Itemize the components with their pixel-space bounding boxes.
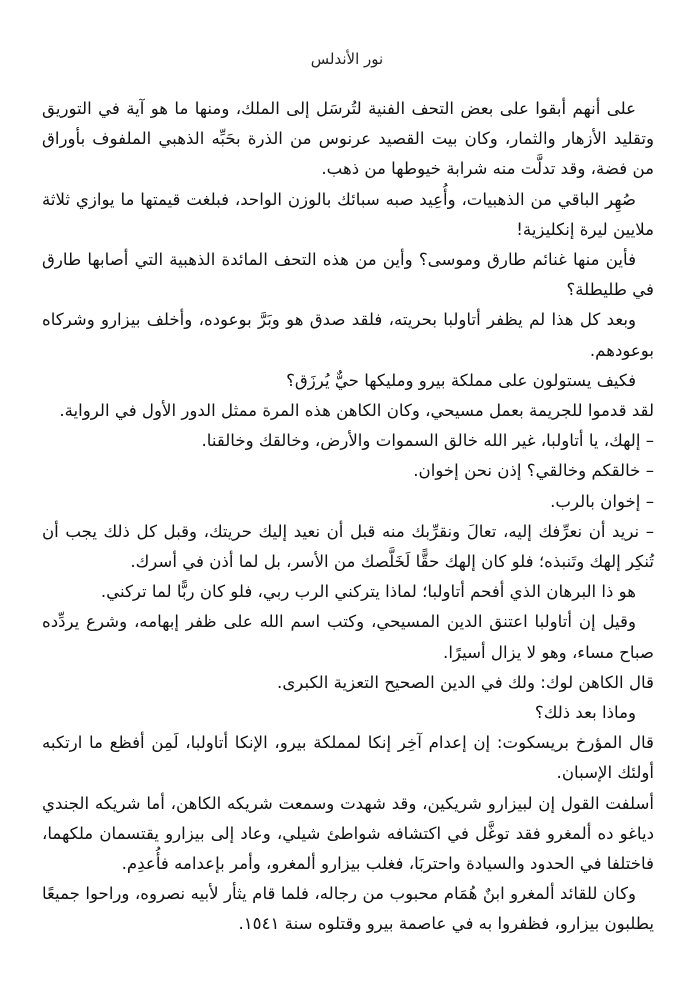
dialogue-line: – نريد أن نعرِّفك إليه، تعالَ ونقرِّبك منه قبل أن نعيد إليك حريتك، وقبل كل ذلك يجب أن تُنكِر إلهك وتَنبذه؛ فلو كان إلهك حقًّا لَخَلَّصك من الأسر، بل لما أذن في أسرك. <box>42 521 654 572</box>
paragraph: على أنهم أبقوا على بعض التحف الفنية لتُرسَل إلى الملك، ومنها ما هو آية في التوريق وتقليد الأزهار والثمار، وكان بيت القصيد عرنوس من الذرة بحَبِّه الذهبي الملفوف بأوراق من فضة، وقد تدلَّت منه شرابة خيوطها من ذهب. <box>42 99 654 179</box>
paragraph: هو ذا البرهان الذي أفحم أتاولبا؛ لماذا يتركني الرب ربي، فلو كان ربًّا لما تركني. <box>100 582 636 602</box>
paragraph: صُهِر الباقي من الذهبيات، وأُعِيد صبه سبائك بالوزن الواحد، فبلغت قيمتها ما يوازي ثلاثة ملايين ليرة إنكليزية! <box>42 189 654 239</box>
paragraph: وكان للقائد ألمغرو ابنٌ هُمَام محبوب من رجاله، فلما قام يثأر لأبيه نصروه، وراحوا جميعًا يطلبون بيزارو، فظفروا به في عاصمة بيرو وقتلوه سنة ١٥٤١. <box>42 884 654 934</box>
paragraph: وماذا بعد ذلك؟ <box>534 703 636 723</box>
paragraph: أسلفت القول إن لبيزارو شريكين، وقد شهدت وسمعت شريكه الكاهن، أما شريكه الجندي دياغو ده ألمغرو فقد توغَّل في اكتشافه شواطئ شيلي، وعاد إلى بيزارو يقتسمان ملكهما، فاختلفا في الحدود والسيادة واحتربَا، فغلب بيزارو ألمغرو، وأمر بإعدامه فأُعدِم. <box>42 793 654 874</box>
dialogue-line: – إلهك، يا أتاولبا، غير الله خالق السموات والأرض، وخالقك وخالقنا. <box>201 431 654 451</box>
paragraph: قال الكاهن لوك: ولك في الدين الصحيح التعزية الكبرى. <box>277 672 654 692</box>
paragraph: قال المؤرخ بريسكوت: إن إعدام آخِر إنكا لمملكة بيرو، الإنكا أتاولبا، لَمِن أفظع ما ارتكبه أولئك الإسبان. <box>42 733 654 783</box>
paragraph: فكيف يستولون على مملكة بيرو ومليكها حيٌّ يُرزَق؟ <box>286 370 636 390</box>
dialogue-line: – إخوان بالرب. <box>550 491 654 511</box>
paragraph: لقد قدموا للجريمة بعمل مسيحي، وكان الكاهن هذه المرة ممثل الدور الأول في الرواية. <box>59 401 654 421</box>
paragraph: فأين منها غنائم طارق وموسى؟ وأين من هذه التحف المائدة الذهبية التي أصابها طارق في طليطلة؟ <box>42 250 654 300</box>
body-text <box>42 94 654 940</box>
paragraph: وبعد كل هذا لم يظفر أتاولبا بحريته، فلقد صدق هو وبَرَّ بوعوده، وأخلف بيزارو وشركاه بوعودهم. <box>42 310 654 360</box>
dialogue-line: – خالقكم وخالقي؟ إذن نحن إخوان. <box>413 461 654 481</box>
running-header: نور الأندلس <box>310 50 384 68</box>
paragraph: وقيل إن أتاولبا اعتنق الدين المسيحي، وكتب اسم الله على ظفر إبهامه، وشرع يردِّده صباح مساء، وهو لا يزال أسيرًا. <box>42 612 654 662</box>
